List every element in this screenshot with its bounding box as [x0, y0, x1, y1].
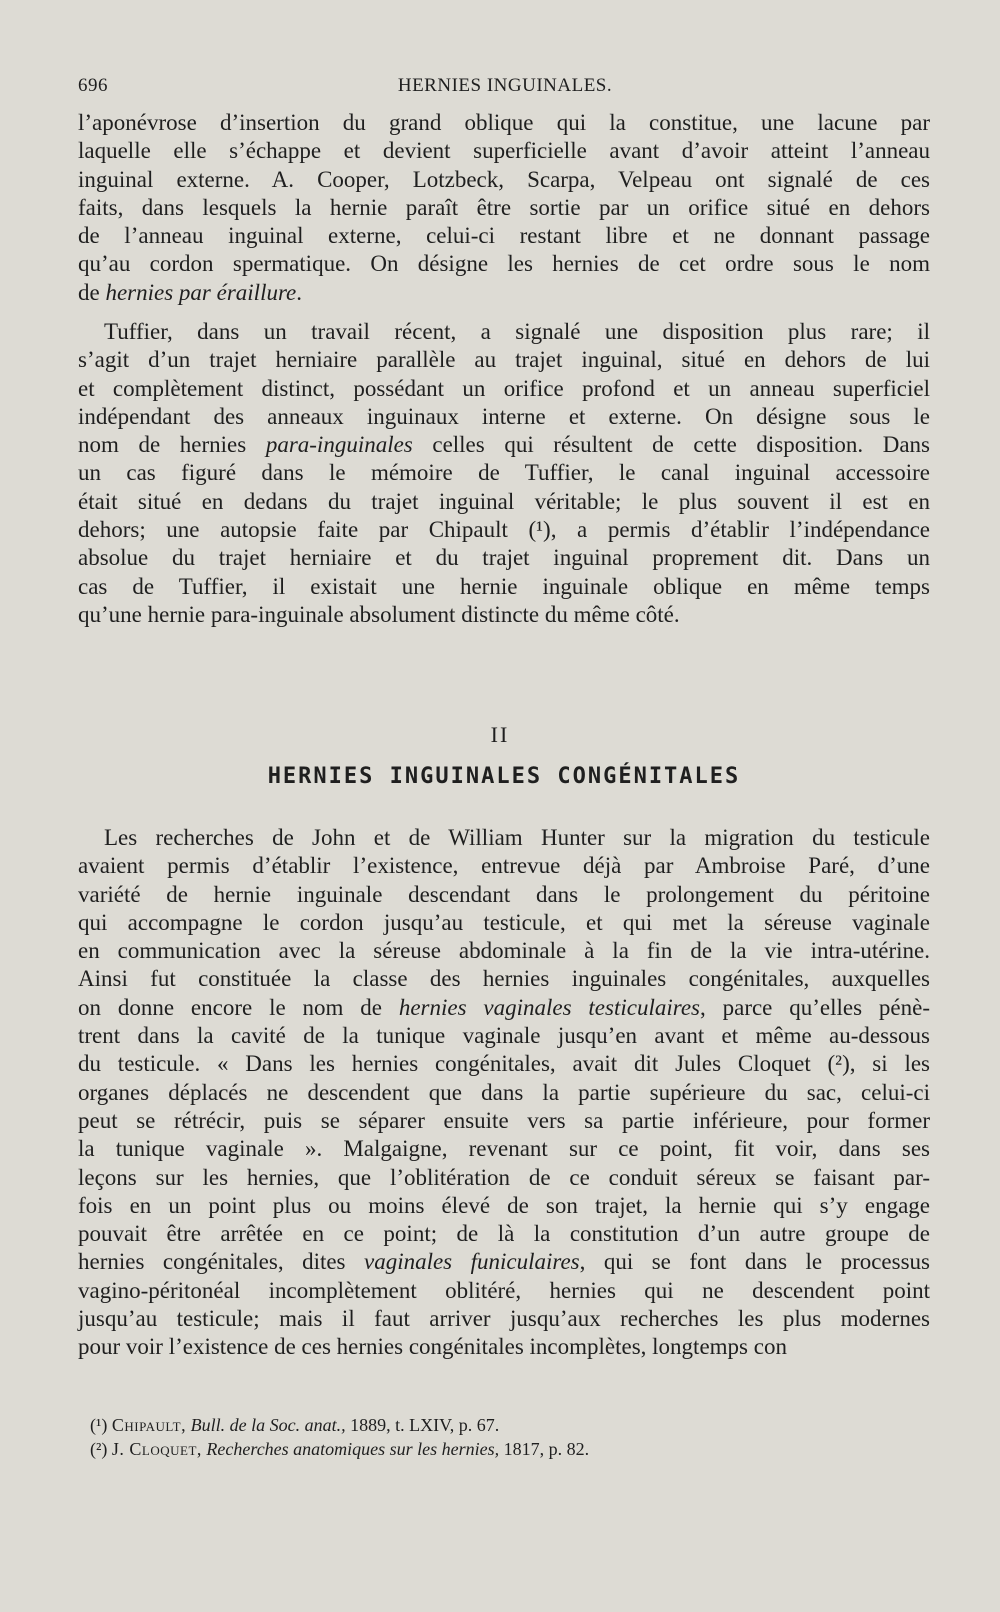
footnote-author: J. Cloquet,	[111, 1439, 202, 1459]
text-line: Les recherches de John et de William Hunter sur la migration du testicule	[104, 825, 930, 850]
text-segment: de	[78, 279, 106, 305]
italic-term: hernies par éraillure	[105, 279, 297, 305]
text-line	[78, 279, 930, 307]
text-line: peut se rétrécir, puis se séparer ensuite vers sa partie inférieure, pour former	[78, 1107, 930, 1133]
footnote-2	[90, 1437, 850, 1461]
paragraph-1	[78, 109, 930, 307]
text-line: la tunique vaginale ». Malgaigne, revenant sur ce point, fit voir, dans ses	[78, 1136, 930, 1162]
text-line: du testicule. « Dans les hernies congénitales, avait dit Jules Cloquet (²), si les	[78, 1051, 930, 1077]
text-line: indépendant des anneaux inguinaux interne et externe. On désigne sous le	[78, 403, 930, 429]
text-line: organes déplacés ne descendent que dans la partie supérieure du sac, celui-ci	[78, 1079, 930, 1105]
text-line: inguinal externe. A. Cooper, Lotzbeck, Scarpa, Velpeau ont signalé de ces	[78, 166, 930, 192]
footnote-details: 1889, t. LXIV, p. 67.	[350, 1415, 500, 1435]
text-line	[78, 1248, 930, 1276]
text-line	[78, 994, 930, 1022]
footnote-source: Recherches anatomiques sur les hernies,	[206, 1439, 500, 1459]
text-line: variété de hernie inguinale descendant dans le prolongement du péritoine	[78, 881, 930, 907]
paragraph-3	[78, 824, 930, 1362]
footnotes	[90, 1413, 850, 1461]
page-number: 696	[78, 75, 108, 96]
text-line: un cas figuré dans le mémoire de Tuffier, le canal inguinal accessoire	[78, 460, 930, 486]
text-line: qu’au cordon spermatique. On désigne les hernies de cet ordre sous le nom	[78, 251, 930, 277]
text-line: et complètement distinct, possédant un orifice profond et un anneau superficiel	[78, 375, 930, 401]
text-line: trent dans la cavité de la tunique vaginale jusqu’en avant et même au-dessous	[78, 1023, 930, 1049]
footnote-details: 1817, p. 82.	[503, 1439, 590, 1459]
text-segment: hernies congénitales, dites	[78, 1249, 364, 1275]
text-line: fois en un point plus ou moins élevé de son trajet, la hernie qui s’y engage	[78, 1192, 930, 1218]
running-title: HERNIES INGUINALES.	[397, 75, 613, 96]
text-line: en communication avec la séreuse abdominale à la fin de la vie intra-utérine.	[78, 938, 930, 964]
section-title: HERNIES INGUINALES CONGÉNITALES	[267, 764, 741, 789]
text-line: Ainsi fut constituée la classe des hernies inguinales congénitales, auxquelles	[78, 966, 930, 992]
section-number: II	[490, 722, 510, 747]
footnote-author: Chipault,	[111, 1415, 187, 1435]
text-line: qui accompagne le cordon jusqu’au testicule, et qui met la séreuse vaginale	[78, 909, 930, 935]
text-line	[78, 431, 930, 459]
text-line: vagino-péritonéal incomplètement oblitéré, hernies qui ne descendent point	[78, 1277, 930, 1303]
paragraph-2	[78, 318, 930, 629]
text-line: dehors; une autopsie faite par Chipault (¹), a permis d’établir l’indépendance	[78, 517, 930, 543]
text-segment: , qui se font dans le processus	[579, 1249, 930, 1275]
text-segment: nom de hernies	[78, 432, 266, 458]
text-line: Tuffier, dans un travail récent, a signalé une disposition plus rare; il	[104, 319, 930, 344]
text-line: avaient permis d’établir l’existence, entrevue déjà par Ambroise Paré, d’une	[78, 853, 930, 879]
footnote-marker: (¹)	[90, 1415, 108, 1435]
italic-term: vaginales funiculaires	[363, 1249, 580, 1275]
text-segment: , parce qu’elles pénè-	[700, 994, 930, 1020]
text-line: absolue du trajet herniaire et du trajet inguinal proprement dit. Dans un	[78, 545, 930, 571]
text-segment: celles qui résultent de cette disposition. Dans	[412, 432, 930, 458]
italic-term: para-inguinales	[265, 432, 413, 458]
text-line: était situé en dedans du trajet inguinal véritable; le plus souvent il est en	[78, 488, 930, 514]
text-line: laquelle elle s’échappe et devient superficielle avant d’avoir atteint l’anneau	[78, 138, 930, 164]
text-line: faits, dans lesquels la hernie paraît être sortie par un orifice situé en dehors	[78, 194, 930, 220]
text-line: l’aponévrose d’insertion du grand oblique qui la constitue, une lacune par	[78, 110, 930, 135]
text-line: leçons sur les hernies, que l’oblitération de ce conduit séreux se faisant par-	[78, 1164, 930, 1190]
page-header	[78, 75, 932, 101]
text-segment: .	[296, 279, 303, 305]
text-line: pouvait être arrêtée en ce point; de là la constitution d’un autre groupe de	[78, 1221, 930, 1247]
footnote-source: Bull. de la Soc. anat.,	[190, 1415, 346, 1435]
text-line: s’agit d’un trajet herniaire parallèle au trajet inguinal, situé en dehors de lui	[78, 347, 930, 373]
text-line: cas de Tuffier, il existait une hernie inguinale oblique en même temps	[78, 573, 930, 599]
text-line: qu’une hernie para-inguinale absolument distincte du même côté.	[78, 601, 680, 627]
italic-term: hernies vaginales testiculaires	[398, 994, 700, 1020]
text-line: de l’anneau inguinal externe, celui-ci restant libre et ne donnant passage	[78, 223, 930, 249]
text-line: pour voir l’existence de ces hernies congénitales incomplètes, longtemps con	[78, 1334, 787, 1360]
footnote-1	[90, 1413, 850, 1437]
text-line: jusqu’au testicule; mais il faut arriver jusqu’aux recherches les plus modernes	[78, 1306, 930, 1332]
text-segment: on donne encore le nom de	[78, 994, 399, 1020]
footnote-marker: (²)	[90, 1439, 108, 1459]
